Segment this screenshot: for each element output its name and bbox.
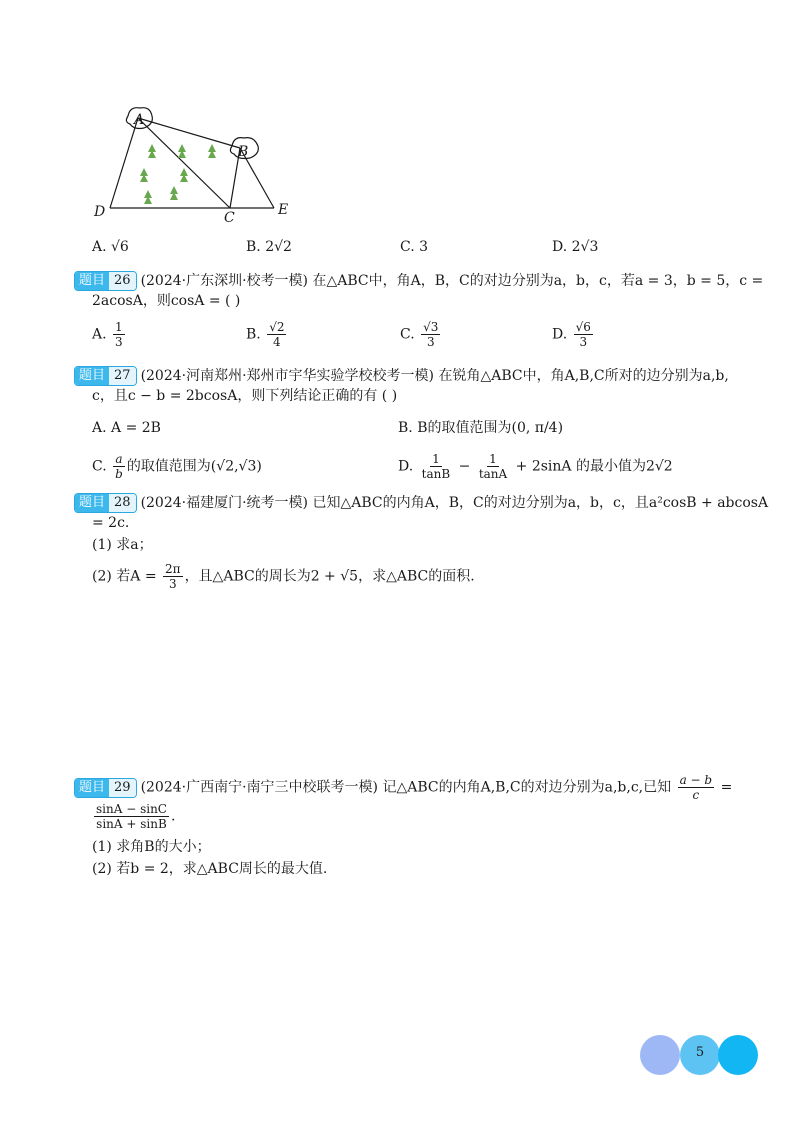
point-label-c: C xyxy=(224,210,235,225)
q26-option-b: B. $\frac{√2}{4}$ xyxy=(246,320,285,349)
tree-icon xyxy=(208,144,216,158)
tree-icon xyxy=(170,186,178,200)
page-number: 5 xyxy=(695,1045,705,1060)
q28-stem-line1: 题目 28 (2024·福建厦门·统考一模) 已知△ABC的内角A，B，C的对边分别为a，b，c，且a²cosB + abcosA xyxy=(74,493,768,513)
q29-stem-line1: 题目 29 (2024·广西南宁·南宁三中校联考一模) 记△ABC的内角A,B,C的对边分别为a,b,c,已知 $\frac{a - b}{c}$ = xyxy=(74,773,732,802)
q29-sub2: (2) 若b = 2，求△ABC周长的最大值. xyxy=(92,861,328,877)
q26-option-c: C. $\frac{√3}{3}$ xyxy=(400,320,439,349)
point-label-e: E xyxy=(278,202,289,218)
q29-stem-line2: $\frac{\sin A - \sin C}{\sin A + \sin B}$ . xyxy=(96,802,176,831)
q27-option-d: D. $\frac{1}{\tan B}$ − $\frac{1}{\tan A}$ + 2sinA 的最小值为2√2 xyxy=(398,452,673,481)
question-tag: 题目 26 xyxy=(74,271,137,291)
tree-icon xyxy=(140,168,148,182)
q25-option-a: A. √6 xyxy=(92,239,129,255)
tree-icon xyxy=(148,144,156,158)
q28-sub2: (2) 若A = $\frac{2\pi}{3}$ ，且△ABC的周长为2 + √5，求△ABC的面积. xyxy=(92,562,475,591)
q27-option-a: A. A = 2B xyxy=(92,420,161,436)
q25-option-b: B. 2√2 xyxy=(246,239,292,255)
tree-icon xyxy=(180,168,188,182)
q28-stem-line2: = 2c. xyxy=(92,515,130,531)
q25-option-c: C. 3 xyxy=(400,239,429,255)
q26-stem-line2: 2acosA，则cosA = ( ) xyxy=(92,293,241,309)
tree-icon xyxy=(178,144,186,158)
tree-icon xyxy=(144,190,152,204)
question-tag: 题目 27 xyxy=(74,366,137,386)
q26-stem-line1: 题目 26 (2024·广东深圳·校考一模) 在△ABC中，角A，B，C的对边分别为a，b，c，若a = 3，b = 5，c = xyxy=(74,271,763,291)
point-label-d: D xyxy=(94,204,106,220)
triangle-figure xyxy=(88,100,303,225)
q29-sub1: (1) 求角B的大小； xyxy=(92,839,211,855)
q27-stem-line2: c，且c − b = 2bcosA，则下列结论正确的有 ( ) xyxy=(92,388,398,404)
q26-option-a: A. $\frac{1}{3}$ xyxy=(92,320,123,349)
question-tag: 题目 29 xyxy=(74,778,137,798)
q26-option-d: D. $\frac{√6}{3}$ xyxy=(552,320,591,349)
q27-option-b: B. B的取值范围为(0, π/4) xyxy=(398,420,564,436)
point-label-a: A xyxy=(134,112,145,128)
page-circle-right xyxy=(718,1035,758,1075)
question-tag: 题目 28 xyxy=(74,493,137,513)
q25-option-d: D. 2√3 xyxy=(552,239,599,255)
q28-sub1: (1) 求a； xyxy=(92,537,153,553)
q27-option-c: C. $\frac{a}{b}$ 的取值范围为(√2,√3) xyxy=(92,452,262,481)
q27-stem-line1: 题目 27 (2024·河南郑州·郑州市宇华实验学校校考一模) 在锐角△ABC中，角A,B,C所对的边分别为a,b, xyxy=(74,366,729,386)
page-circle-left xyxy=(640,1035,680,1075)
point-label-b: B xyxy=(238,144,249,160)
